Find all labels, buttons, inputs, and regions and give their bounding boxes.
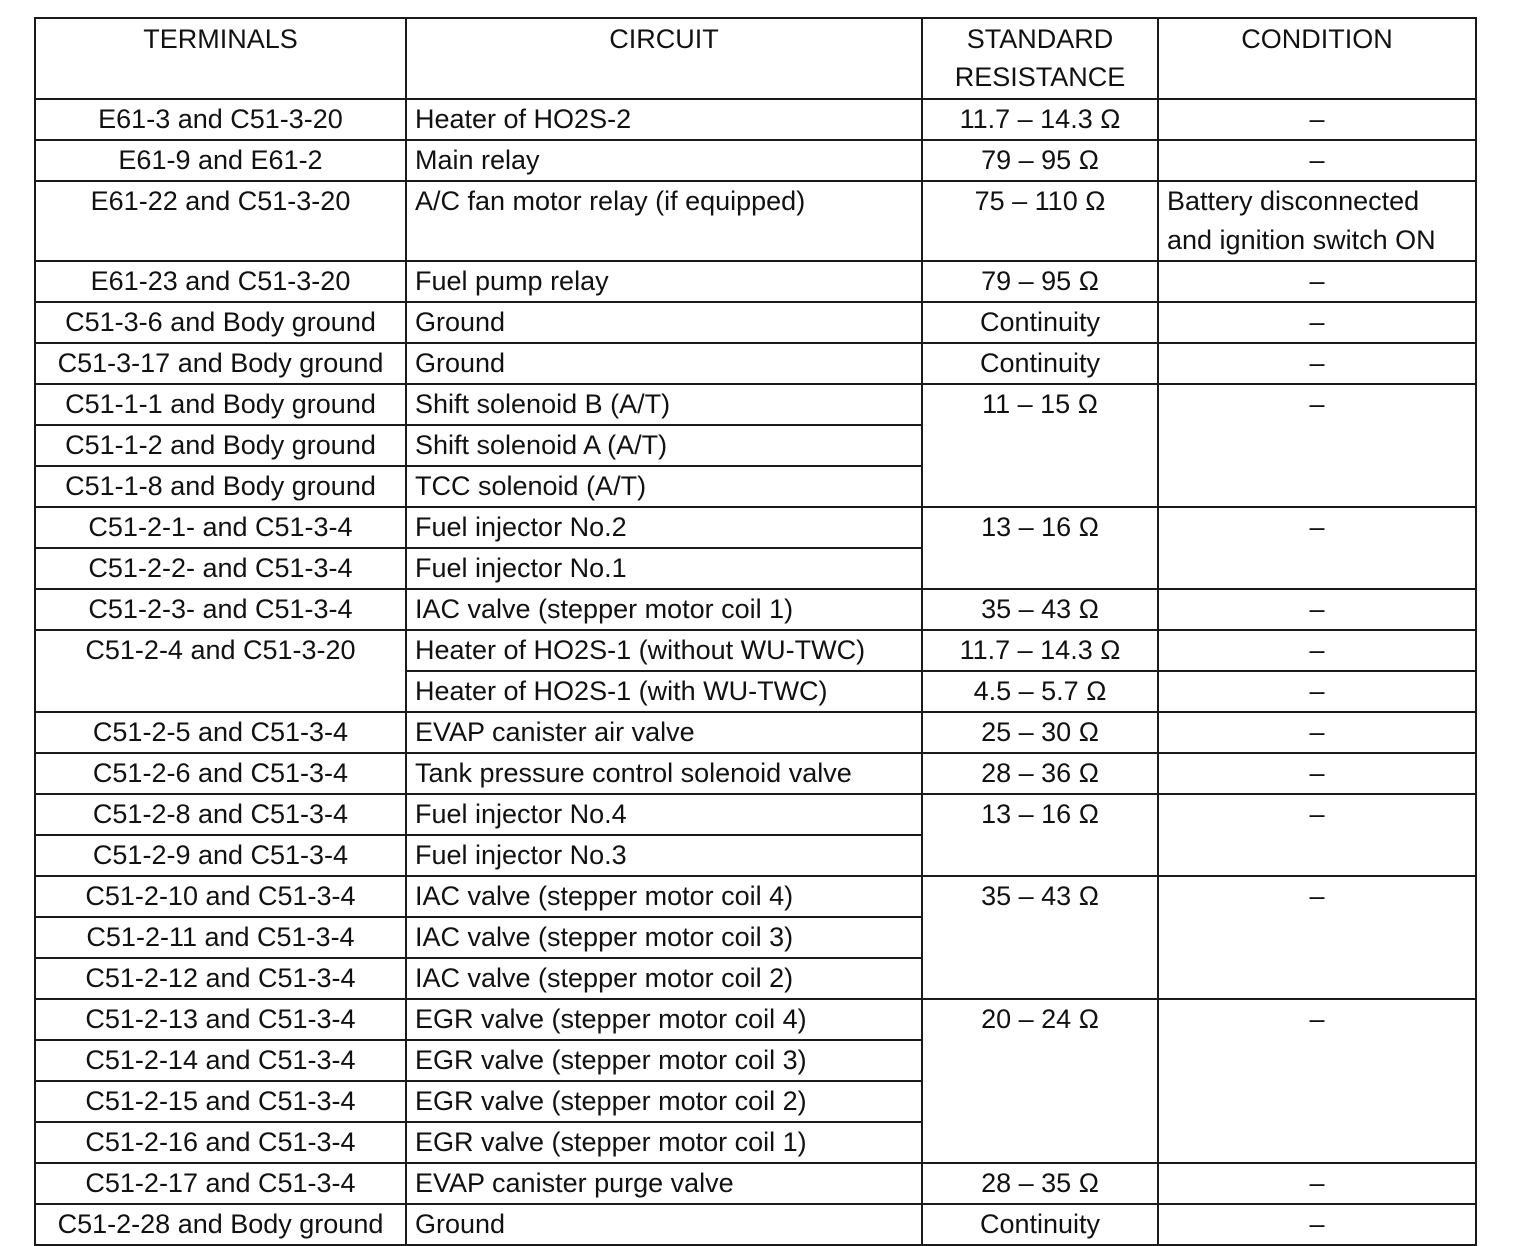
condition-cell: – [1158,630,1476,671]
table-row [35,589,1476,630]
table-row [35,140,1476,181]
circuit-cell: Tank pressure control solenoid valve [406,753,922,794]
resistance-cell: 13 – 16 Ω [922,794,1158,876]
condition-cell: – [1158,507,1476,589]
header-row [35,18,1476,99]
table-row [35,753,1476,794]
resistance-cell: 11.7 – 14.3 Ω [922,99,1158,140]
terminals-cell: C51-2-5 and C51-3-4 [35,712,406,753]
resistance-cell: 20 – 24 Ω [922,999,1158,1163]
circuit-cell: Fuel injector No.1 [406,548,922,589]
table-row [35,794,1476,835]
condition-line: Battery disconnected [1167,186,1420,216]
circuit-cell: EGR valve (stepper motor coil 3) [406,1040,922,1081]
condition-line: and ignition switch ON [1167,225,1436,255]
terminals-cell: E61-23 and C51-3-20 [35,261,406,302]
condition-cell: – [1158,753,1476,794]
condition-cell: – [1158,99,1476,140]
resistance-cell: Continuity [922,1204,1158,1245]
terminals-cell: C51-2-4 and C51-3-20 [35,630,406,712]
table-row [35,630,1476,671]
circuit-cell: Ground [406,1204,922,1245]
circuit-cell: Shift solenoid B (A/T) [406,384,922,425]
resistance-cell: 79 – 95 Ω [922,140,1158,181]
circuit-cell: EGR valve (stepper motor coil 4) [406,999,922,1040]
terminals-cell: C51-2-1- and C51-3-4 [35,507,406,548]
terminals-cell: C51-3-6 and Body ground [35,302,406,343]
circuit-cell: Fuel pump relay [406,261,922,302]
condition-cell: – [1158,140,1476,181]
circuit-cell: Main relay [406,140,922,181]
resistance-cell: 75 – 110 Ω [922,181,1158,261]
table-row [35,876,1476,917]
condition-cell: – [1158,1204,1476,1245]
circuit-cell: Shift solenoid A (A/T) [406,425,922,466]
condition-cell: – [1158,671,1476,712]
resistance-cell: Continuity [922,302,1158,343]
resistance-cell: 28 – 36 Ω [922,753,1158,794]
terminals-cell: C51-2-12 and C51-3-4 [35,958,406,999]
terminals-cell: C51-2-13 and C51-3-4 [35,999,406,1040]
circuit-cell: EVAP canister purge valve [406,1163,922,1204]
resistance-cell: 4.5 – 5.7 Ω [922,671,1158,712]
circuit-cell: EGR valve (stepper motor coil 2) [406,1081,922,1122]
circuit-cell: Ground [406,302,922,343]
circuit-cell: Ground [406,343,922,384]
table-row [35,261,1476,302]
circuit-cell: A/C fan motor relay (if equipped) [406,181,922,261]
header-standard-resistance [922,18,1158,99]
circuit-cell: Fuel injector No.4 [406,794,922,835]
resistance-cell: 11.7 – 14.3 Ω [922,630,1158,671]
circuit-cell: IAC valve (stepper motor coil 3) [406,917,922,958]
condition-cell: – [1158,712,1476,753]
table-row [35,712,1476,753]
terminals-cell: C51-1-8 and Body ground [35,466,406,507]
circuit-cell: EGR valve (stepper motor coil 1) [406,1122,922,1163]
table-row [35,1204,1476,1245]
resistance-cell: 35 – 43 Ω [922,589,1158,630]
header-standard-resistance-line1: STANDARD [966,24,1114,54]
terminals-cell: C51-2-15 and C51-3-4 [35,1081,406,1122]
resistance-cell: 13 – 16 Ω [922,507,1158,589]
resistance-cell: Continuity [922,343,1158,384]
terminals-cell: C51-3-17 and Body ground [35,343,406,384]
table-row [35,343,1476,384]
terminals-cell: E61-3 and C51-3-20 [35,99,406,140]
table-row [35,302,1476,343]
terminals-cell: C51-2-9 and C51-3-4 [35,835,406,876]
table-row [35,1163,1476,1204]
table-row [35,99,1476,140]
circuit-cell: Fuel injector No.3 [406,835,922,876]
terminals-cell: C51-2-3- and C51-3-4 [35,589,406,630]
header-standard-resistance-line2: RESISTANCE [954,62,1126,92]
header-terminals: TERMINALS [35,18,406,99]
terminals-cell: C51-2-14 and C51-3-4 [35,1040,406,1081]
resistance-cell: 25 – 30 Ω [922,712,1158,753]
resistance-cell: 11 – 15 Ω [922,384,1158,507]
condition-cell: – [1158,343,1476,384]
circuit-cell: IAC valve (stepper motor coil 4) [406,876,922,917]
table-row [35,507,1476,548]
terminals-cell: E61-9 and E61-2 [35,140,406,181]
condition-cell: – [1158,794,1476,876]
terminals-cell: C51-2-17 and C51-3-4 [35,1163,406,1204]
header-condition: CONDITION [1158,18,1476,99]
table-row [35,999,1476,1040]
terminals-cell: C51-2-2- and C51-3-4 [35,548,406,589]
circuit-cell: IAC valve (stepper motor coil 1) [406,589,922,630]
terminals-cell: C51-1-1 and Body ground [35,384,406,425]
table-row [35,181,1476,261]
terminals-cell: C51-2-11 and C51-3-4 [35,917,406,958]
condition-cell: – [1158,1163,1476,1204]
condition-cell: – [1158,384,1476,507]
circuit-cell: EVAP canister air valve [406,712,922,753]
terminals-cell: C51-2-8 and C51-3-4 [35,794,406,835]
terminals-cell: C51-1-2 and Body ground [35,425,406,466]
condition-cell: – [1158,261,1476,302]
terminals-cell: C51-2-10 and C51-3-4 [35,876,406,917]
resistance-cell: 35 – 43 Ω [922,876,1158,999]
condition-cell [1158,181,1476,261]
resistance-cell: 79 – 95 Ω [922,261,1158,302]
circuit-cell: Heater of HO2S-1 (with WU-TWC) [406,671,922,712]
circuit-cell: Heater of HO2S-2 [406,99,922,140]
header-circuit: CIRCUIT [406,18,922,99]
resistance-spec-table [34,17,1477,1246]
terminals-cell: E61-22 and C51-3-20 [35,181,406,261]
resistance-cell: 28 – 35 Ω [922,1163,1158,1204]
circuit-cell: Heater of HO2S-1 (without WU-TWC) [406,630,922,671]
condition-cell: – [1158,589,1476,630]
circuit-cell: Fuel injector No.2 [406,507,922,548]
terminals-cell: C51-2-28 and Body ground [35,1204,406,1245]
condition-cell: – [1158,876,1476,999]
terminals-cell: C51-2-16 and C51-3-4 [35,1122,406,1163]
condition-cell: – [1158,302,1476,343]
condition-cell: – [1158,999,1476,1163]
terminals-cell: C51-2-6 and C51-3-4 [35,753,406,794]
circuit-cell: IAC valve (stepper motor coil 2) [406,958,922,999]
table-row [35,384,1476,425]
circuit-cell: TCC solenoid (A/T) [406,466,922,507]
